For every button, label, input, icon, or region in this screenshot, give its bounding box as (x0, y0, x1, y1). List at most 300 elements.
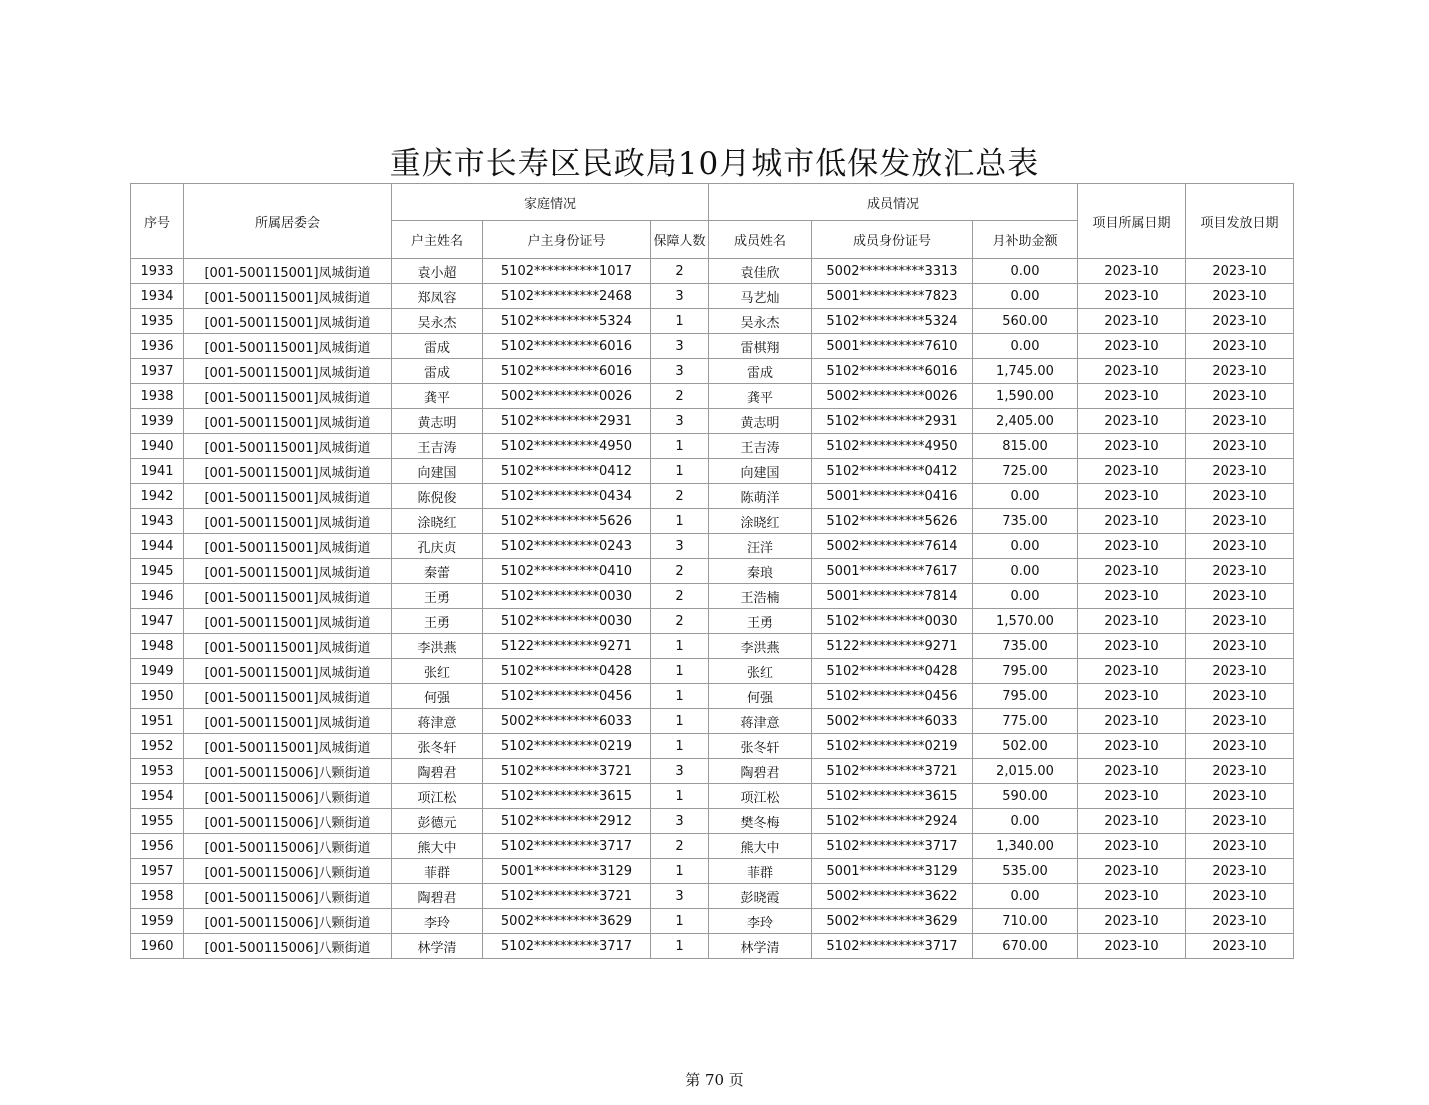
cell-seq: 1960 (131, 934, 184, 959)
cell-monthly-amount: 1,340.00 (973, 834, 1078, 859)
table-row (131, 934, 1294, 959)
cell-committee: [001-500115006]八颗街道 (184, 809, 392, 834)
table-row (131, 384, 1294, 409)
cell-head-name: 王勇 (392, 584, 483, 609)
cell-seq: 1950 (131, 684, 184, 709)
cell-issue-date: 2023-10 (1186, 384, 1294, 409)
cell-member-id: 5122**********9271 (812, 634, 973, 659)
cell-monthly-amount: 735.00 (973, 634, 1078, 659)
cell-member-id: 5102**********3717 (812, 834, 973, 859)
cell-committee: [001-500115006]八颗街道 (184, 859, 392, 884)
cell-covered-count: 1 (651, 859, 709, 884)
table-row (131, 259, 1294, 284)
cell-member-name: 张红 (709, 659, 812, 684)
cell-committee: [001-500115001]凤城街道 (184, 434, 392, 459)
cell-issue-date: 2023-10 (1186, 759, 1294, 784)
table-row (131, 459, 1294, 484)
cell-seq: 1947 (131, 609, 184, 634)
cell-seq: 1954 (131, 784, 184, 809)
header-head-name: 户主姓名 (392, 221, 483, 259)
cell-project-date: 2023-10 (1078, 759, 1186, 784)
cell-head-id: 5102**********2468 (483, 284, 651, 309)
cell-monthly-amount: 0.00 (973, 334, 1078, 359)
header-member-id: 成员身份证号 (812, 221, 973, 259)
cell-seq: 1941 (131, 459, 184, 484)
table-body (131, 259, 1294, 959)
cell-head-name: 黄志明 (392, 409, 483, 434)
cell-monthly-amount: 0.00 (973, 584, 1078, 609)
cell-monthly-amount: 2,015.00 (973, 759, 1078, 784)
cell-monthly-amount: 0.00 (973, 884, 1078, 909)
header-member-group: 成员情况 (709, 184, 1078, 221)
cell-head-id: 5102**********0410 (483, 559, 651, 584)
cell-head-name: 秦蕾 (392, 559, 483, 584)
table-row (131, 909, 1294, 934)
table-row (131, 334, 1294, 359)
table-row (131, 359, 1294, 384)
cell-issue-date: 2023-10 (1186, 584, 1294, 609)
cell-committee: [001-500115006]八颗街道 (184, 784, 392, 809)
cell-covered-count: 1 (651, 934, 709, 959)
header-covered-count: 保障人数 (651, 221, 709, 259)
cell-head-id: 5102**********0434 (483, 484, 651, 509)
cell-member-name: 王勇 (709, 609, 812, 634)
cell-issue-date: 2023-10 (1186, 809, 1294, 834)
cell-seq: 1934 (131, 284, 184, 309)
cell-covered-count: 3 (651, 334, 709, 359)
cell-monthly-amount: 795.00 (973, 684, 1078, 709)
header-seq: 序号 (131, 184, 184, 259)
cell-head-name: 郑凤容 (392, 284, 483, 309)
cell-covered-count: 3 (651, 759, 709, 784)
cell-issue-date: 2023-10 (1186, 434, 1294, 459)
cell-seq: 1948 (131, 634, 184, 659)
table-row (131, 709, 1294, 734)
cell-member-name: 熊大中 (709, 834, 812, 859)
cell-head-name: 陶碧君 (392, 759, 483, 784)
cell-committee: [001-500115001]凤城街道 (184, 609, 392, 634)
cell-committee: [001-500115001]凤城街道 (184, 409, 392, 434)
cell-issue-date: 2023-10 (1186, 459, 1294, 484)
cell-head-name: 涂晓红 (392, 509, 483, 534)
cell-head-name: 菲群 (392, 859, 483, 884)
cell-seq: 1953 (131, 759, 184, 784)
cell-member-id: 5102**********3721 (812, 759, 973, 784)
cell-member-name: 蒋津意 (709, 709, 812, 734)
cell-covered-count: 2 (651, 609, 709, 634)
cell-issue-date: 2023-10 (1186, 884, 1294, 909)
cell-head-id: 5102**********5626 (483, 509, 651, 534)
cell-project-date: 2023-10 (1078, 534, 1186, 559)
cell-project-date: 2023-10 (1078, 384, 1186, 409)
cell-covered-count: 1 (651, 734, 709, 759)
cell-member-id: 5102**********3615 (812, 784, 973, 809)
table-row (131, 534, 1294, 559)
cell-covered-count: 2 (651, 834, 709, 859)
cell-seq: 1956 (131, 834, 184, 859)
cell-covered-count: 1 (651, 509, 709, 534)
cell-seq: 1943 (131, 509, 184, 534)
cell-seq: 1937 (131, 359, 184, 384)
cell-member-name: 黄志明 (709, 409, 812, 434)
cell-seq: 1946 (131, 584, 184, 609)
cell-committee: [001-500115006]八颗街道 (184, 934, 392, 959)
cell-project-date: 2023-10 (1078, 409, 1186, 434)
cell-project-date: 2023-10 (1078, 734, 1186, 759)
cell-seq: 1958 (131, 884, 184, 909)
cell-member-name: 王浩楠 (709, 584, 812, 609)
table-row (131, 559, 1294, 584)
cell-head-name: 陈倪俊 (392, 484, 483, 509)
cell-committee: [001-500115001]凤城街道 (184, 359, 392, 384)
cell-monthly-amount: 795.00 (973, 659, 1078, 684)
page-title: 重庆市长寿区民政局10月城市低保发放汇总表 (389, 146, 1040, 182)
cell-monthly-amount: 590.00 (973, 784, 1078, 809)
cell-issue-date: 2023-10 (1186, 734, 1294, 759)
cell-head-id: 5102**********0428 (483, 659, 651, 684)
cell-monthly-amount: 2,405.00 (973, 409, 1078, 434)
cell-head-id: 5102**********5324 (483, 309, 651, 334)
cell-issue-date: 2023-10 (1186, 609, 1294, 634)
cell-monthly-amount: 725.00 (973, 459, 1078, 484)
cell-head-name: 袁小超 (392, 259, 483, 284)
table-row (131, 834, 1294, 859)
cell-covered-count: 1 (651, 784, 709, 809)
cell-covered-count: 1 (651, 659, 709, 684)
cell-member-name: 马艺灿 (709, 284, 812, 309)
cell-project-date: 2023-10 (1078, 309, 1186, 334)
cell-committee: [001-500115001]凤城街道 (184, 684, 392, 709)
cell-member-id: 5102**********5324 (812, 309, 973, 334)
cell-issue-date: 2023-10 (1186, 359, 1294, 384)
table-row (131, 284, 1294, 309)
cell-head-name: 张红 (392, 659, 483, 684)
cell-covered-count: 1 (651, 459, 709, 484)
cell-head-id: 5102**********6016 (483, 359, 651, 384)
cell-committee: [001-500115001]凤城街道 (184, 459, 392, 484)
cell-issue-date: 2023-10 (1186, 709, 1294, 734)
cell-issue-date: 2023-10 (1186, 659, 1294, 684)
cell-head-name: 向建国 (392, 459, 483, 484)
cell-monthly-amount: 710.00 (973, 909, 1078, 934)
cell-covered-count: 1 (651, 709, 709, 734)
cell-issue-date: 2023-10 (1186, 409, 1294, 434)
header-project-date: 项目所属日期 (1078, 184, 1186, 259)
cell-member-id: 5001**********7610 (812, 334, 973, 359)
cell-head-id: 5002**********6033 (483, 709, 651, 734)
cell-issue-date: 2023-10 (1186, 634, 1294, 659)
cell-head-id: 5102**********3717 (483, 834, 651, 859)
cell-project-date: 2023-10 (1078, 634, 1186, 659)
cell-monthly-amount: 0.00 (973, 809, 1078, 834)
cell-head-id: 5102**********6016 (483, 334, 651, 359)
cell-monthly-amount: 735.00 (973, 509, 1078, 534)
cell-committee: [001-500115001]凤城街道 (184, 384, 392, 409)
cell-monthly-amount: 0.00 (973, 259, 1078, 284)
cell-member-id: 5102**********2931 (812, 409, 973, 434)
cell-covered-count: 1 (651, 434, 709, 459)
cell-committee: [001-500115006]八颗街道 (184, 909, 392, 934)
cell-committee: [001-500115001]凤城街道 (184, 484, 392, 509)
cell-covered-count: 3 (651, 534, 709, 559)
table-row (131, 484, 1294, 509)
cell-project-date: 2023-10 (1078, 659, 1186, 684)
cell-project-date: 2023-10 (1078, 584, 1186, 609)
cell-member-id: 5102**********0219 (812, 734, 973, 759)
cell-seq: 1933 (131, 259, 184, 284)
cell-head-name: 陶碧君 (392, 884, 483, 909)
cell-head-name: 项江松 (392, 784, 483, 809)
cell-member-id: 5001**********7823 (812, 284, 973, 309)
header-monthly-amount: 月补助金额 (973, 221, 1078, 259)
cell-head-name: 王勇 (392, 609, 483, 634)
cell-covered-count: 2 (651, 384, 709, 409)
cell-committee: [001-500115001]凤城街道 (184, 509, 392, 534)
cell-monthly-amount: 0.00 (973, 534, 1078, 559)
cell-covered-count: 2 (651, 584, 709, 609)
cell-head-name: 林学清 (392, 934, 483, 959)
table-row (131, 659, 1294, 684)
cell-monthly-amount: 670.00 (973, 934, 1078, 959)
cell-project-date: 2023-10 (1078, 559, 1186, 584)
cell-head-id: 5102**********0030 (483, 609, 651, 634)
cell-head-name: 龚平 (392, 384, 483, 409)
cell-head-name: 蒋津意 (392, 709, 483, 734)
cell-committee: [001-500115001]凤城街道 (184, 584, 392, 609)
header-family-group: 家庭情况 (392, 184, 709, 221)
cell-issue-date: 2023-10 (1186, 284, 1294, 309)
table-row (131, 809, 1294, 834)
cell-member-name: 陈萌洋 (709, 484, 812, 509)
cell-seq: 1949 (131, 659, 184, 684)
cell-head-id: 5102**********0412 (483, 459, 651, 484)
cell-covered-count: 1 (651, 909, 709, 934)
cell-member-name: 王吉涛 (709, 434, 812, 459)
cell-head-id: 5001**********3129 (483, 859, 651, 884)
cell-head-name: 熊大中 (392, 834, 483, 859)
cell-covered-count: 3 (651, 809, 709, 834)
cell-monthly-amount: 560.00 (973, 309, 1078, 334)
cell-member-name: 李玲 (709, 909, 812, 934)
cell-seq: 1945 (131, 559, 184, 584)
cell-member-id: 5102**********0030 (812, 609, 973, 634)
cell-member-id: 5102**********0428 (812, 659, 973, 684)
header-issue-date: 项目发放日期 (1186, 184, 1294, 259)
table-row (131, 409, 1294, 434)
cell-project-date: 2023-10 (1078, 259, 1186, 284)
cell-committee: [001-500115001]凤城街道 (184, 309, 392, 334)
cell-covered-count: 1 (651, 309, 709, 334)
cell-member-name: 项江松 (709, 784, 812, 809)
cell-head-name: 雷成 (392, 334, 483, 359)
cell-committee: [001-500115006]八颗街道 (184, 834, 392, 859)
cell-issue-date: 2023-10 (1186, 534, 1294, 559)
cell-committee: [001-500115001]凤城街道 (184, 709, 392, 734)
cell-project-date: 2023-10 (1078, 809, 1186, 834)
cell-member-name: 林学清 (709, 934, 812, 959)
cell-project-date: 2023-10 (1078, 434, 1186, 459)
cell-seq: 1936 (131, 334, 184, 359)
cell-head-id: 5102**********0456 (483, 684, 651, 709)
cell-seq: 1955 (131, 809, 184, 834)
cell-head-name: 彭德元 (392, 809, 483, 834)
cell-committee: [001-500115001]凤城街道 (184, 734, 392, 759)
cell-project-date: 2023-10 (1078, 859, 1186, 884)
cell-committee: [001-500115001]凤城街道 (184, 559, 392, 584)
cell-covered-count: 2 (651, 484, 709, 509)
cell-head-name: 何强 (392, 684, 483, 709)
cell-member-name: 彭晓霞 (709, 884, 812, 909)
cell-project-date: 2023-10 (1078, 459, 1186, 484)
cell-project-date: 2023-10 (1078, 709, 1186, 734)
cell-head-name: 李玲 (392, 909, 483, 934)
cell-member-name: 张冬轩 (709, 734, 812, 759)
cell-member-id: 5002**********6033 (812, 709, 973, 734)
cell-issue-date: 2023-10 (1186, 834, 1294, 859)
cell-head-id: 5102**********3615 (483, 784, 651, 809)
cell-project-date: 2023-10 (1078, 909, 1186, 934)
table-row (131, 634, 1294, 659)
cell-issue-date: 2023-10 (1186, 909, 1294, 934)
table-row (131, 684, 1294, 709)
cell-head-id: 5102**********3721 (483, 759, 651, 784)
cell-project-date: 2023-10 (1078, 934, 1186, 959)
cell-head-name: 张冬轩 (392, 734, 483, 759)
cell-head-id: 5102**********2931 (483, 409, 651, 434)
cell-monthly-amount: 1,590.00 (973, 384, 1078, 409)
cell-member-name: 雷棋翔 (709, 334, 812, 359)
cell-covered-count: 2 (651, 559, 709, 584)
cell-issue-date: 2023-10 (1186, 259, 1294, 284)
cell-member-id: 5102**********4950 (812, 434, 973, 459)
cell-head-id: 5122**********9271 (483, 634, 651, 659)
cell-member-id: 5102**********6016 (812, 359, 973, 384)
cell-issue-date: 2023-10 (1186, 934, 1294, 959)
cell-issue-date: 2023-10 (1186, 559, 1294, 584)
header-head-id: 户主身份证号 (483, 221, 651, 259)
cell-seq: 1951 (131, 709, 184, 734)
cell-seq: 1940 (131, 434, 184, 459)
cell-head-id: 5102**********2912 (483, 809, 651, 834)
cell-committee: [001-500115001]凤城街道 (184, 634, 392, 659)
cell-member-name: 何强 (709, 684, 812, 709)
cell-covered-count: 3 (651, 284, 709, 309)
cell-committee: [001-500115001]凤城街道 (184, 659, 392, 684)
cell-member-id: 5102**********2924 (812, 809, 973, 834)
header-committee: 所属居委会 (184, 184, 392, 259)
cell-member-id: 5001**********0416 (812, 484, 973, 509)
cell-seq: 1944 (131, 534, 184, 559)
table-row (131, 509, 1294, 534)
cell-member-id: 5002**********3622 (812, 884, 973, 909)
cell-head-id: 5002**********0026 (483, 384, 651, 409)
cell-covered-count: 1 (651, 684, 709, 709)
cell-head-name: 雷成 (392, 359, 483, 384)
cell-monthly-amount: 0.00 (973, 484, 1078, 509)
cell-issue-date: 2023-10 (1186, 484, 1294, 509)
cell-member-id: 5102**********3717 (812, 934, 973, 959)
cell-monthly-amount: 775.00 (973, 709, 1078, 734)
cell-member-name: 雷成 (709, 359, 812, 384)
cell-committee: [001-500115001]凤城街道 (184, 284, 392, 309)
cell-monthly-amount: 502.00 (973, 734, 1078, 759)
table-row (131, 784, 1294, 809)
cell-member-id: 5002**********7614 (812, 534, 973, 559)
cell-head-id: 5102**********0030 (483, 584, 651, 609)
cell-head-id: 5102**********0243 (483, 534, 651, 559)
cell-covered-count: 2 (651, 259, 709, 284)
cell-covered-count: 3 (651, 884, 709, 909)
cell-seq: 1938 (131, 384, 184, 409)
table-row (131, 884, 1294, 909)
cell-seq: 1942 (131, 484, 184, 509)
cell-member-id: 5102**********0456 (812, 684, 973, 709)
cell-member-name: 袁佳欣 (709, 259, 812, 284)
table-row (131, 859, 1294, 884)
cell-committee: [001-500115006]八颗街道 (184, 759, 392, 784)
cell-member-name: 吴永杰 (709, 309, 812, 334)
cell-member-name: 菲群 (709, 859, 812, 884)
cell-member-name: 陶碧君 (709, 759, 812, 784)
cell-covered-count: 3 (651, 409, 709, 434)
cell-head-id: 5102**********4950 (483, 434, 651, 459)
cell-seq: 1939 (131, 409, 184, 434)
header-member-name: 成员姓名 (709, 221, 812, 259)
cell-member-name: 汪洋 (709, 534, 812, 559)
cell-head-name: 孔庆贞 (392, 534, 483, 559)
cell-issue-date: 2023-10 (1186, 859, 1294, 884)
cell-seq: 1959 (131, 909, 184, 934)
table-row (131, 584, 1294, 609)
cell-head-id: 5002**********3629 (483, 909, 651, 934)
cell-head-name: 吴永杰 (392, 309, 483, 334)
cell-member-name: 龚平 (709, 384, 812, 409)
cell-monthly-amount: 1,745.00 (973, 359, 1078, 384)
cell-issue-date: 2023-10 (1186, 684, 1294, 709)
cell-issue-date: 2023-10 (1186, 309, 1294, 334)
table-row (131, 734, 1294, 759)
cell-monthly-amount: 1,570.00 (973, 609, 1078, 634)
cell-member-id: 5001**********3129 (812, 859, 973, 884)
cell-monthly-amount: 0.00 (973, 559, 1078, 584)
cell-project-date: 2023-10 (1078, 334, 1186, 359)
cell-committee: [001-500115006]八颗街道 (184, 884, 392, 909)
cell-member-id: 5002**********3313 (812, 259, 973, 284)
cell-seq: 1935 (131, 309, 184, 334)
cell-seq: 1952 (131, 734, 184, 759)
cell-head-id: 5102**********3721 (483, 884, 651, 909)
cell-member-id: 5102**********5626 (812, 509, 973, 534)
cell-monthly-amount: 0.00 (973, 284, 1078, 309)
cell-seq: 1957 (131, 859, 184, 884)
cell-monthly-amount: 815.00 (973, 434, 1078, 459)
cell-project-date: 2023-10 (1078, 609, 1186, 634)
cell-monthly-amount: 535.00 (973, 859, 1078, 884)
cell-member-id: 5002**********3629 (812, 909, 973, 934)
cell-committee: [001-500115001]凤城街道 (184, 334, 392, 359)
cell-member-id: 5001**********7814 (812, 584, 973, 609)
table-row (131, 759, 1294, 784)
cell-project-date: 2023-10 (1078, 834, 1186, 859)
table-row (131, 309, 1294, 334)
cell-project-date: 2023-10 (1078, 359, 1186, 384)
cell-project-date: 2023-10 (1078, 509, 1186, 534)
subsidy-table (130, 183, 1294, 959)
cell-head-name: 王吉涛 (392, 434, 483, 459)
cell-member-id: 5102**********0412 (812, 459, 973, 484)
cell-member-name: 向建国 (709, 459, 812, 484)
cell-covered-count: 1 (651, 634, 709, 659)
